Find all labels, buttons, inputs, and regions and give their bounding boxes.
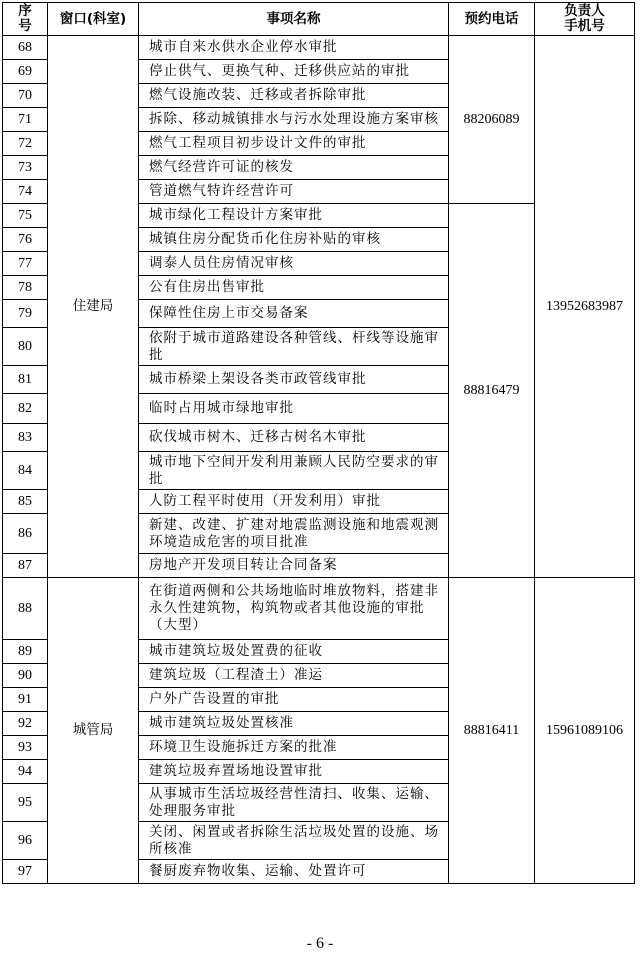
mobile-chengguan: 15961089106 <box>535 578 635 884</box>
item-name: 管道燃气特许经营许可 <box>139 180 449 204</box>
row-number: 96 <box>3 822 48 860</box>
approval-items-table <box>2 2 635 884</box>
item-name: 房地产开发项目转让合同备案 <box>139 554 449 578</box>
window-zhujian: 住建局 <box>48 36 139 578</box>
row-number: 94 <box>3 760 48 784</box>
item-name: 依附于城市道路建设各种管线、杆线等设施审批 <box>139 328 449 366</box>
item-name: 城市地下空间开发利用兼顾人民防空要求的审批 <box>139 452 449 490</box>
item-name: 燃气设施改装、迁移或者拆除审批 <box>139 84 449 108</box>
item-name: 城市建筑垃圾处置核准 <box>139 712 449 736</box>
row-number: 92 <box>3 712 48 736</box>
header-window: 窗口(科室) <box>48 3 139 36</box>
item-name: 户外广告设置的审批 <box>139 688 449 712</box>
row-number: 91 <box>3 688 48 712</box>
row-number: 76 <box>3 228 48 252</box>
row-number: 87 <box>3 554 48 578</box>
row-number: 97 <box>3 860 48 884</box>
item-name: 拆除、移动城镇排水与污水处理设施方案审核 <box>139 108 449 132</box>
item-name: 城市桥梁上架设各类市政管线审批 <box>139 366 449 394</box>
item-name: 调泰人员住房情况审核 <box>139 252 449 276</box>
row-number: 88 <box>3 578 48 640</box>
table-row <box>3 36 635 60</box>
item-name: 建筑垃圾弃置场地设置审批 <box>139 760 449 784</box>
row-number: 80 <box>3 328 48 366</box>
header-item: 事项名称 <box>139 3 449 36</box>
phone-chengguan: 88816411 <box>449 578 535 884</box>
row-number: 79 <box>3 300 48 328</box>
row-number: 84 <box>3 452 48 490</box>
phone-zhujian-a: 88206089 <box>449 36 535 204</box>
item-name: 城市绿化工程设计方案审批 <box>139 204 449 228</box>
row-number: 69 <box>3 60 48 84</box>
row-number: 83 <box>3 424 48 452</box>
item-name: 城市建筑垃圾处置费的征收 <box>139 640 449 664</box>
row-number: 73 <box>3 156 48 180</box>
table-row <box>3 578 635 640</box>
row-number: 78 <box>3 276 48 300</box>
row-number: 72 <box>3 132 48 156</box>
item-name: 公有住房出售审批 <box>139 276 449 300</box>
item-name: 保障性住房上市交易备案 <box>139 300 449 328</box>
header-phone: 预约电话 <box>449 3 535 36</box>
row-number: 75 <box>3 204 48 228</box>
row-number: 89 <box>3 640 48 664</box>
item-name: 餐厨废弃物收集、运输、处置许可 <box>139 860 449 884</box>
header-seq: 序 号 <box>3 3 48 36</box>
row-number: 85 <box>3 490 48 514</box>
item-name: 燃气经营许可证的核发 <box>139 156 449 180</box>
item-name: 临时占用城市绿地审批 <box>139 394 449 424</box>
item-name: 城镇住房分配货币化住房补贴的审核 <box>139 228 449 252</box>
item-name: 从事城市生活垃圾经营性清扫、收集、运输、处理服务审批 <box>139 784 449 822</box>
item-name: 砍伐城市树木、迁移古树名木审批 <box>139 424 449 452</box>
row-number: 74 <box>3 180 48 204</box>
row-number: 93 <box>3 736 48 760</box>
item-name: 建筑垃圾（工程渣土）准运 <box>139 664 449 688</box>
item-name: 城市自来水供水企业停水审批 <box>139 36 449 60</box>
window-chengguan: 城管局 <box>48 578 139 884</box>
row-number: 77 <box>3 252 48 276</box>
row-number: 71 <box>3 108 48 132</box>
item-name: 燃气工程项目初步设计文件的审批 <box>139 132 449 156</box>
row-number: 70 <box>3 84 48 108</box>
row-number: 86 <box>3 514 48 554</box>
item-name: 人防工程平时使用（开发利用）审批 <box>139 490 449 514</box>
item-name: 新建、改建、扩建对地震监测设施和地震观测环境造成危害的项目批准 <box>139 514 449 554</box>
item-name: 环境卫生设施拆迁方案的批准 <box>139 736 449 760</box>
row-number: 81 <box>3 366 48 394</box>
mobile-zhujian: 13952683987 <box>535 36 635 578</box>
item-name: 在街道两侧和公共场地临时堆放物料，搭建非永久性建筑物，构筑物或者其他设施的审批（大型） <box>139 578 449 640</box>
row-number: 82 <box>3 394 48 424</box>
row-number: 68 <box>3 36 48 60</box>
header-mobile: 负责人 手机号 <box>535 3 635 36</box>
row-number: 95 <box>3 784 48 822</box>
page-number: - 6 - <box>306 935 334 952</box>
item-name: 停止供气、更换气种、迁移供应站的审批 <box>139 60 449 84</box>
row-number: 90 <box>3 664 48 688</box>
item-name: 关闭、闲置或者拆除生活垃圾处置的设施、场所核准 <box>139 822 449 860</box>
phone-zhujian-b: 88816479 <box>449 204 535 578</box>
